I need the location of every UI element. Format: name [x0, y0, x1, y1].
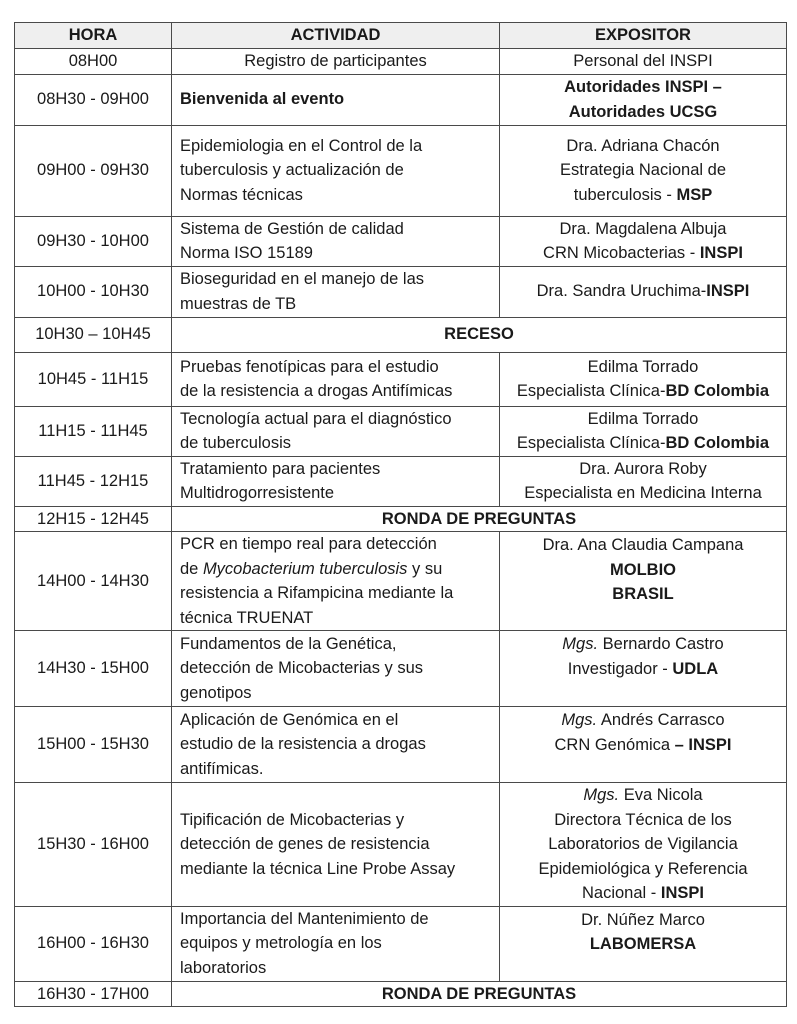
- actividad-line: detección de Micobacterias y sus: [180, 659, 424, 678]
- actividad-cell: [172, 456, 500, 506]
- actividad-line: Sistema de Gestión de calidad: [180, 219, 404, 238]
- header-actividad: ACTIVIDAD: [172, 23, 500, 49]
- expositor-name: Bernardo Castro: [598, 635, 724, 653]
- table-row-break: [15, 317, 787, 352]
- expositor-org: BD Colombia: [665, 382, 770, 400]
- expositor-org: MOLBIO: [610, 560, 676, 579]
- expositor-name: Dra. Ana Claudia Campana: [542, 536, 744, 554]
- hora-cell: 10H45 - 11H15: [15, 352, 172, 406]
- expositor-line: Estrategia Nacional de: [559, 161, 726, 180]
- expositor-name: Dra. Adriana Chacón: [566, 136, 720, 155]
- actividad-line: detección de genes de resistencia: [180, 835, 430, 853]
- expositor-name: Dra. Aurora Roby: [579, 459, 707, 478]
- actividad-line: de la resistencia a drogas Antifímicas: [180, 382, 453, 400]
- table-row: [15, 216, 787, 266]
- hora-cell: 15H00 - 15H30: [15, 707, 172, 783]
- hora-cell: 11H15 - 11H45: [15, 406, 172, 456]
- expositor-line: [508, 279, 778, 304]
- expositor-cell: [500, 707, 787, 783]
- hora-cell: 11H45 - 12H15: [15, 456, 172, 506]
- actividad-line: antifímicas.: [180, 759, 264, 778]
- expositor-title: Mgs.: [561, 711, 598, 729]
- expositor-text: Nacional -: [582, 884, 661, 902]
- expositor-name: Edilma Torrado: [587, 357, 699, 376]
- expositor-name: Dr. Núñez Marco: [581, 910, 705, 929]
- expositor-org: BRASIL: [612, 585, 674, 603]
- expositor-cell: [500, 216, 787, 266]
- expositor-org: BD Colombia: [665, 434, 770, 452]
- expositor-name: Dra. Magdalena Albuja: [559, 219, 727, 238]
- actividad-line: genotipos: [180, 683, 252, 702]
- table-row: [15, 266, 787, 317]
- expositor-org: Autoridades INSPI –: [564, 78, 722, 96]
- expositor-text: CRN Genómica: [554, 735, 675, 754]
- expositor-name: Edilma Torrado: [587, 409, 699, 428]
- expositor-cell: [500, 352, 787, 406]
- expositor-org: Autoridades UCSG: [568, 102, 718, 121]
- expositor-text: tuberculosis -: [573, 185, 677, 204]
- expositor-org: INSPI: [660, 884, 704, 902]
- expositor-line: Directora Técnica de los: [554, 810, 732, 829]
- table-row: [15, 456, 787, 506]
- actividad-line: de tuberculosis: [180, 434, 291, 452]
- expositor-org: INSPI: [706, 282, 750, 301]
- hora-cell: 09H00 - 09H30: [15, 125, 172, 216]
- table-row: [15, 406, 787, 456]
- expositor-cell: [500, 49, 787, 75]
- table-row: [15, 532, 787, 631]
- species-name: Mycobacterium tuberculosis: [202, 559, 408, 578]
- expositor-line: [508, 632, 778, 657]
- expositor-org: UDLA: [672, 659, 719, 678]
- hora-cell: 14H00 - 14H30: [15, 532, 172, 631]
- expositor-line: [508, 379, 778, 404]
- expositor-cell: [500, 783, 787, 907]
- expositor-line: [508, 783, 778, 808]
- expositor-line: [508, 657, 778, 682]
- expositor-cell: [500, 406, 787, 456]
- actividad-line: Tecnología actual para el diagnóstico: [180, 409, 452, 428]
- hora-cell: 12H15 - 12H45: [15, 506, 172, 532]
- expositor-name: Andrés Carrasco: [597, 711, 725, 729]
- expositor-line: [508, 708, 778, 733]
- actividad-cell: [172, 125, 500, 216]
- table-row: [15, 49, 787, 75]
- actividad-line: mediante la técnica Line Probe Assay: [180, 859, 456, 878]
- table-row-break: [15, 506, 787, 532]
- expositor-line: [508, 881, 778, 906]
- hora-cell: 15H30 - 16H00: [15, 783, 172, 907]
- table-row: [15, 783, 787, 907]
- actividad-line: laboratorios: [180, 958, 267, 977]
- expositor-name: Eva Nicola: [619, 786, 703, 804]
- actividad-line: Tipificación de Micobacterias y: [180, 810, 405, 829]
- expositor-org: – INSPI: [674, 735, 732, 754]
- expositor-text: Especialista Clínica-: [516, 434, 666, 452]
- table-row: [15, 631, 787, 707]
- actividad-line: Tratamiento para pacientes: [180, 459, 381, 478]
- expositor-title: Mgs.: [562, 635, 599, 653]
- header-expositor: EXPOSITOR: [500, 23, 787, 49]
- ronda-cell: RONDA DE PREGUNTAS: [172, 981, 787, 1007]
- hora-cell: 08H00: [15, 49, 172, 75]
- actividad-line: estudio de la resistencia a drogas: [180, 735, 426, 754]
- actividad-cell: [172, 352, 500, 406]
- expositor-org: LABOMERSA: [589, 935, 697, 953]
- actividad-line: Fundamentos de la Genética,: [180, 634, 397, 653]
- actividad-cell: [172, 906, 500, 981]
- actividad-text: y su: [407, 559, 443, 578]
- actividad-cell: [172, 216, 500, 266]
- hora-cell: 10H00 - 10H30: [15, 266, 172, 317]
- actividad-line: Bioseguridad en el manejo de las: [180, 270, 424, 288]
- expositor-line: [508, 733, 778, 758]
- table-row: [15, 74, 787, 125]
- expositor-line: [508, 49, 778, 74]
- actividad-line: equipos y metrología en los: [180, 934, 382, 953]
- actividad-cell: [172, 74, 500, 125]
- table-row: [15, 707, 787, 783]
- actividad-line: resistencia a Rifampicina mediante la: [180, 584, 454, 602]
- expositor-cell: [500, 266, 787, 317]
- actividad-cell: [172, 707, 500, 783]
- expositor-text: Investigador -: [567, 659, 673, 678]
- actividad-line: Bienvenida al evento: [180, 90, 345, 109]
- actividad-line: Normas técnicas: [180, 185, 303, 204]
- actividad-cell: [172, 783, 500, 907]
- hora-cell: 09H30 - 10H00: [15, 216, 172, 266]
- expositor-line: [508, 241, 778, 266]
- actividad-line: técnica TRUENAT: [180, 608, 314, 627]
- header-hora: HORA: [15, 23, 172, 49]
- actividad-cell: [172, 266, 500, 317]
- expositor-text: Personal del INSPI: [573, 52, 713, 70]
- expositor-text: Especialista Clínica-: [516, 382, 666, 400]
- expositor-line: [508, 431, 778, 456]
- expositor-line: Epidemiológica y Referencia: [538, 859, 748, 878]
- header-row: [15, 23, 787, 49]
- expositor-org: MSP: [676, 185, 713, 204]
- expositor-line: Laboratorios de Vigilancia: [548, 835, 738, 853]
- actividad-line: muestras de TB: [180, 294, 297, 313]
- hora-cell: 08H30 - 09H00: [15, 74, 172, 125]
- expositor-cell: [500, 906, 787, 981]
- actividad-line: Norma ISO 15189: [180, 244, 313, 262]
- actividad-cell: [172, 406, 500, 456]
- hora-cell: 14H30 - 15H00: [15, 631, 172, 707]
- expositor-cell: [500, 631, 787, 707]
- receso-cell: RECESO: [172, 317, 787, 352]
- actividad-line: tuberculosis y actualización de: [180, 161, 404, 180]
- actividad-line: Importancia del Mantenimiento de: [180, 909, 429, 928]
- actividad-line: Pruebas fenotípicas para el estudio: [180, 357, 439, 376]
- ronda-cell: RONDA DE PREGUNTAS: [172, 506, 787, 532]
- actividad-text: de: [180, 559, 203, 578]
- actividad-cell: [172, 532, 500, 631]
- expositor-cell: [500, 456, 787, 506]
- expositor-title: Mgs.: [583, 786, 620, 804]
- actividad-line: Registro de participantes: [244, 52, 427, 70]
- actividad-line: Epidemiologia en el Control de la: [180, 136, 423, 155]
- expositor-org: INSPI: [699, 244, 743, 262]
- actividad-line: PCR en tiempo real para detección: [180, 535, 437, 553]
- agenda-table: [14, 22, 787, 1007]
- expositor-line: Especialista en Medicina Interna: [524, 484, 762, 502]
- table-row: [15, 906, 787, 981]
- actividad-line: [180, 557, 491, 582]
- hora-cell: 16H30 - 17H00: [15, 981, 172, 1007]
- expositor-text: CRN Micobacterias -: [543, 244, 700, 262]
- actividad-line: Aplicación de Genómica en el: [180, 710, 399, 729]
- table-row-break: [15, 981, 787, 1007]
- actividad-line: Multidrogorresistente: [180, 484, 335, 502]
- table-row: [15, 352, 787, 406]
- actividad-cell: [172, 49, 500, 75]
- hora-cell: 16H00 - 16H30: [15, 906, 172, 981]
- expositor-cell: [500, 125, 787, 216]
- table-row: [15, 125, 787, 216]
- actividad-cell: [172, 631, 500, 707]
- expositor-text: Dra. Sandra Uruchima-: [536, 282, 707, 301]
- hora-cell: 10H30 – 10H45: [15, 317, 172, 352]
- expositor-cell: [500, 532, 787, 631]
- expositor-cell: [500, 74, 787, 125]
- expositor-line: [508, 183, 778, 208]
